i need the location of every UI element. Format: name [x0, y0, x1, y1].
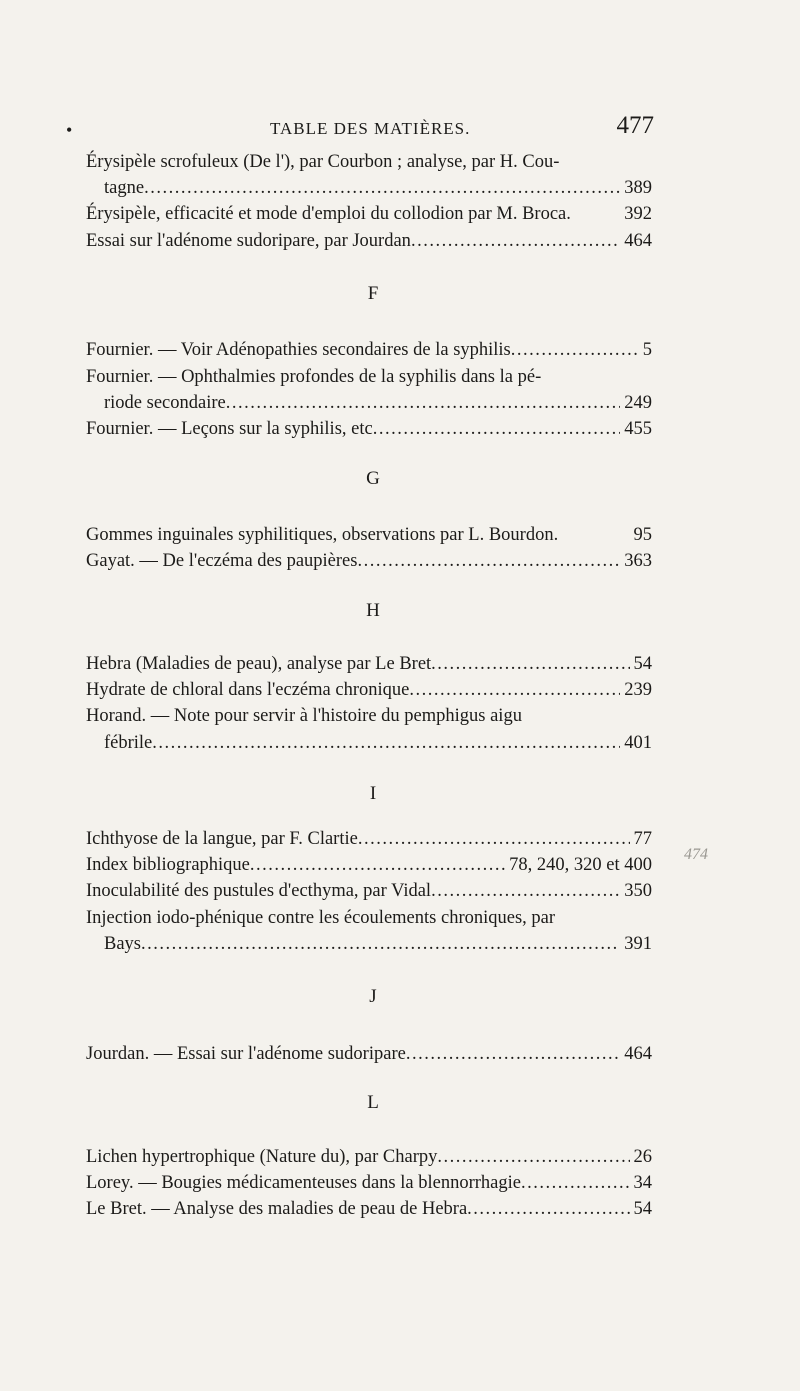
- entry-text: Index bibliographique: [86, 855, 250, 875]
- index-entry: [86, 201, 652, 227]
- index-entry: [86, 878, 652, 904]
- index-entry: [86, 416, 652, 442]
- index-entry-continuation: [104, 175, 652, 201]
- index-entry-continuation: [104, 730, 652, 756]
- entry-text: Lichen hypertrophique (Nature du), par Charpy: [86, 1147, 438, 1167]
- page-ref: 392: [624, 204, 652, 224]
- index-entry: [86, 1196, 652, 1222]
- index-entry: Injection iodo-phénique contre les écoulements chroniques, par: [86, 908, 556, 928]
- entry-text: Le Bret. — Analyse des maladies de peau de Hebra: [86, 1199, 468, 1219]
- page-ref: 54: [633, 654, 652, 674]
- entry-text: Jourdan. — Essai sur l'adénome sudoripare: [86, 1044, 406, 1064]
- index-entry: Fournier. — Ophthalmies profondes de la syphilis dans la pé-: [86, 367, 542, 387]
- entry-text: Fournier. — Leçons sur la syphilis, etc: [86, 419, 373, 439]
- page-ref: 464: [624, 1044, 652, 1064]
- index-entry: Horand. — Note pour servir à l'histoire du pemphigus aigu: [86, 706, 522, 726]
- page-ref: 389: [624, 178, 652, 198]
- entry-text: Essai sur l'adénome sudoripare, par Jourdan: [86, 231, 411, 251]
- index-entry: [86, 852, 652, 878]
- running-title: TABLE DES MATIÈRES.: [270, 119, 471, 138]
- index-entry: [86, 677, 652, 703]
- page-ref: 77: [633, 829, 652, 849]
- index-entry: [86, 548, 652, 574]
- page-ref: 95: [633, 525, 652, 545]
- margin-annotation: 474: [684, 846, 708, 863]
- page-ref: 239: [624, 680, 652, 700]
- entry-text: Inoculabilité des pustules d'ecthyma, par Vidal: [86, 881, 432, 901]
- index-entry: [86, 228, 652, 254]
- page-ref: 249: [624, 393, 652, 413]
- index-entry: [86, 1144, 652, 1170]
- index-entry: [86, 1170, 652, 1196]
- section-letter-j: J: [369, 986, 377, 1007]
- index-entry: [86, 337, 652, 363]
- entry-text: Ichthyose de la langue, par F. Clartie: [86, 829, 358, 849]
- entry-text: Hebra (Maladies de peau), analyse par Le Bret: [86, 654, 432, 674]
- entry-text: tagne: [104, 178, 145, 198]
- page-ref: 34: [633, 1173, 652, 1193]
- entry-text: Lorey. — Bougies médicamenteuses dans la blennorrhagie: [86, 1173, 521, 1193]
- page-ref: 363: [624, 551, 652, 571]
- index-entry: [86, 651, 652, 677]
- index-entry-continuation: [104, 390, 652, 416]
- page-ref: 455: [624, 419, 652, 439]
- page-ref: 78, 240, 320 et 400: [509, 855, 652, 875]
- entry-text: Bays: [104, 934, 141, 954]
- index-entry: [86, 826, 652, 852]
- page-ref: 54: [633, 1199, 652, 1219]
- section-letter-i: I: [369, 783, 377, 804]
- entry-text: Gayat. — De l'eczéma des paupières: [86, 551, 358, 571]
- entry-text: Fournier. — Voir Adénopathies secondaires de la syphilis: [86, 340, 511, 360]
- page-number: 477: [616, 112, 654, 139]
- section-letter-l: L: [367, 1092, 379, 1113]
- page-ref: 5: [642, 340, 652, 360]
- running-header: [66, 112, 654, 150]
- section-letter-h: H: [366, 600, 380, 621]
- entry-text: Érysipèle, efficacité et mode d'emploi du collodion par M. Broca.: [86, 204, 571, 224]
- page-ref: 26: [633, 1147, 652, 1167]
- entry-text: Hydrate de chloral dans l'eczéma chronique: [86, 680, 410, 700]
- index-entry: Érysipèle scrofuleux (De l'), par Courbon ; analyse, par H. Cou-: [86, 152, 560, 172]
- page-ref: 350: [624, 881, 652, 901]
- bullet-mark: •: [66, 120, 73, 140]
- section-letter-f: F: [367, 283, 379, 304]
- entry-text: fébrile: [104, 733, 153, 753]
- index-entry: [86, 522, 652, 548]
- index-entry: [86, 1041, 652, 1067]
- page-ref: 464: [624, 231, 652, 251]
- index-entry-continuation: [104, 931, 652, 957]
- section-letter-g: G: [366, 468, 380, 489]
- entry-text: riode secondaire: [104, 393, 226, 413]
- entry-text: Gommes inguinales syphilitiques, observations par L. Bourdon.: [86, 525, 559, 545]
- page-ref: 391: [624, 934, 652, 954]
- page-ref: 401: [624, 733, 652, 753]
